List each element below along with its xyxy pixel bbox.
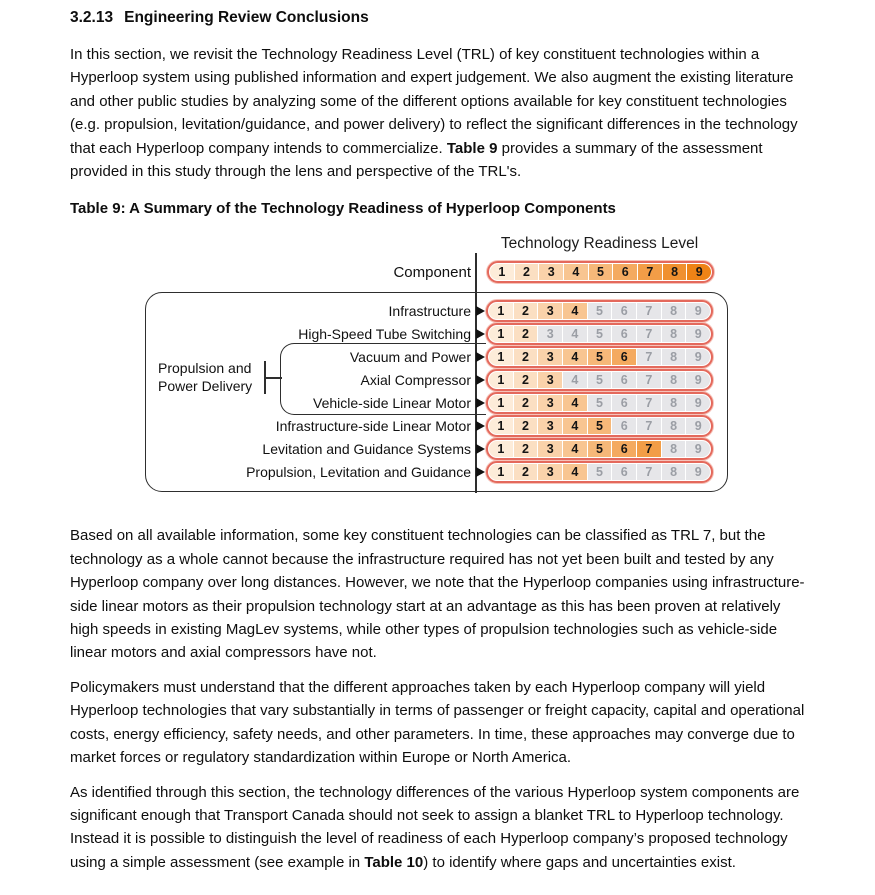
trl-cell-6-inactive: 6 — [612, 372, 636, 388]
trl-cell-2-active: 2 — [514, 326, 538, 342]
table-caption: Table 9: A Summary of the Technology Readiness of Hyperloop Components — [70, 200, 616, 218]
trl-cell-6-inactive: 6 — [612, 418, 636, 434]
trl-cell-3-active: 3 — [539, 264, 563, 280]
trl-cell-7-inactive: 7 — [637, 326, 661, 342]
component-pill-slot — [486, 261, 714, 283]
section-heading — [70, 9, 805, 27]
trl-row — [70, 461, 805, 483]
trl-scale — [489, 372, 710, 388]
trl-pill — [487, 261, 714, 283]
trl-cell-3-active: 3 — [538, 441, 562, 457]
trl-cell-5-active: 5 — [588, 441, 612, 457]
trl-cell-5-active: 5 — [589, 264, 613, 280]
trl-cell-4-active: 4 — [563, 395, 587, 411]
row-label: Vacuum and Power — [349, 349, 471, 366]
trl-scale — [489, 303, 710, 319]
trl-scale — [490, 264, 711, 280]
trl-cell-5-inactive: 5 — [588, 303, 612, 319]
trl-cell-9-active: 9 — [687, 264, 711, 280]
arrow-right-icon — [476, 306, 485, 316]
trl-cell-1-active: 1 — [489, 372, 513, 388]
paragraph-text: Policymakers must understand that the different approaches taken by each Hyperloop company will yield Hyperloop technologies that vary substantially in terms of passenger or freight capacity, capital and operational costs, energy efficiency, safety needs, and other parameters. In time, these approaches may converge due to market forces or regulatory standardization within Europe or North America. — [70, 678, 805, 767]
trl-cell-1-active: 1 — [489, 441, 513, 457]
trl-row — [70, 369, 805, 391]
trl-pill — [486, 369, 713, 391]
trl-cell-6-inactive: 6 — [612, 326, 636, 342]
trl-cell-4-active: 4 — [563, 349, 587, 365]
trl-cell-1-active: 1 — [489, 303, 513, 319]
trl-cell-4-active: 4 — [563, 303, 587, 319]
trl-cell-5-active: 5 — [588, 418, 612, 434]
trl-cell-9-inactive: 9 — [686, 349, 710, 365]
trl-cell-9-inactive: 9 — [686, 441, 710, 457]
trl-cell-6-inactive: 6 — [612, 303, 636, 319]
trl-cell-2-active: 2 — [514, 464, 538, 480]
trl-scale — [489, 326, 710, 342]
trl-cell-9-inactive: 9 — [686, 372, 710, 388]
row-label: Vehicle-side Linear Motor — [313, 395, 471, 412]
trl-cell-1-active: 1 — [489, 464, 513, 480]
trl-cell-1-active: 1 — [489, 395, 513, 411]
trl-cell-7-active: 7 — [637, 441, 661, 457]
trl-cell-2-active: 2 — [514, 441, 538, 457]
trl-cell-8-inactive: 8 — [662, 349, 686, 365]
trl-cell-3-inactive: 3 — [538, 326, 562, 342]
paragraph-conclusion — [70, 781, 805, 875]
trl-cell-7-active: 7 — [638, 264, 662, 280]
trl-cell-4-inactive: 4 — [563, 326, 587, 342]
trl-cell-8-inactive: 8 — [662, 326, 686, 342]
trl-cell-2-active: 2 — [514, 418, 538, 434]
trl-cell-9-inactive: 9 — [686, 418, 710, 434]
trl-cell-2-active: 2 — [514, 395, 538, 411]
trl-cell-3-active: 3 — [538, 464, 562, 480]
arrow-right-icon — [476, 375, 485, 385]
propulsion-group-label: Propulsion and Power Delivery — [158, 360, 253, 395]
trl-cell-4-active: 4 — [563, 418, 587, 434]
trl-cell-2-active: 2 — [515, 264, 539, 280]
trl-pill — [486, 415, 713, 437]
trl-cell-3-active: 3 — [538, 395, 562, 411]
trl-pill — [486, 438, 713, 460]
arrow-right-icon — [476, 421, 485, 431]
trl-cell-4-inactive: 4 — [563, 372, 587, 388]
trl-cell-7-inactive: 7 — [637, 418, 661, 434]
paragraph-assessment — [70, 524, 805, 664]
trl-cell-2-active: 2 — [514, 303, 538, 319]
trl-cell-1-active: 1 — [489, 418, 513, 434]
trl-cell-5-active: 5 — [588, 349, 612, 365]
trl-cell-2-active: 2 — [514, 349, 538, 365]
trl-cell-7-inactive: 7 — [637, 303, 661, 319]
paragraph-text: Based on all available information, some key constituent technologies can be classified as TRL 7, but the technology as a whole cannot because the infrastructure required has not yet been built and tested by any Hyperloop company over long distances. However, we note that the Hyperloop companies using infrastructure-side linear motors as their propulsion technology start at an advantage as this has been proven at relatively high speeds in existing MagLev systems, while other types of propulsion technologies such as vehicle-side linear motors and axial compressors have not. — [70, 527, 805, 662]
trl-rows — [70, 300, 805, 484]
trl-cell-2-active: 2 — [514, 372, 538, 388]
row-label: Infrastructure — [388, 303, 471, 320]
trl-row — [70, 300, 805, 322]
trl-cell-1-active: 1 — [490, 264, 514, 280]
arrow-right-icon — [476, 467, 485, 477]
trl-cell-3-active: 3 — [538, 303, 562, 319]
paragraph-intro — [70, 43, 805, 183]
table10-reference: Table 10 — [364, 853, 424, 871]
trl-cell-5-inactive: 5 — [588, 372, 612, 388]
table9-reference: Table 9 — [446, 139, 498, 157]
trl-cell-8-inactive: 8 — [662, 418, 686, 434]
trl-row — [70, 415, 805, 437]
arrow-right-icon — [476, 329, 485, 339]
trl-cell-5-inactive: 5 — [588, 395, 612, 411]
trl-cell-3-active: 3 — [538, 418, 562, 434]
arrow-right-icon — [476, 444, 485, 454]
diagram-title: Technology Readiness Level — [500, 235, 699, 253]
trl-cell-9-inactive: 9 — [686, 464, 710, 480]
section-number: 3.2.13 — [70, 9, 114, 26]
component-header-label: Component — [393, 264, 471, 282]
row-label: Infrastructure-side Linear Motor — [275, 418, 471, 435]
trl-cell-1-active: 1 — [489, 349, 513, 365]
trl-diagram — [70, 232, 805, 504]
trl-scale — [489, 395, 710, 411]
trl-cell-9-inactive: 9 — [686, 395, 710, 411]
row-label: Propulsion, Levitation and Guidance — [246, 464, 471, 481]
trl-cell-8-inactive: 8 — [662, 303, 686, 319]
trl-cell-8-active: 8 — [663, 264, 687, 280]
trl-cell-3-active: 3 — [538, 349, 562, 365]
trl-cell-7-inactive: 7 — [637, 464, 661, 480]
trl-cell-1-active: 1 — [489, 326, 513, 342]
trl-scale — [489, 418, 710, 434]
arrow-right-icon — [476, 352, 485, 362]
trl-cell-8-inactive: 8 — [662, 372, 686, 388]
trl-pill — [486, 323, 713, 345]
trl-scale — [489, 464, 710, 480]
trl-cell-6-active: 6 — [612, 441, 636, 457]
trl-scale — [489, 441, 710, 457]
trl-cell-6-active: 6 — [612, 349, 636, 365]
trl-cell-7-inactive: 7 — [637, 372, 661, 388]
paragraph-text: provides a summary of the assessment provided in this study through the lens and perspective of the TRL's. — [70, 139, 763, 181]
trl-cell-6-active: 6 — [613, 264, 637, 280]
paragraph-text: In this section, we revisit the Technology Readiness Level (TRL) of key constituent technologies within a Hyperloop system using published information and expert judgement. We also augment the existing literature and other public studies by analyzing some of the different options available for key constituent technologies (e.g. propulsion, levitation/guidance, and power delivery) to reflect the significant differences in the technology that each Hyperloop company intends to commercialize. — [70, 46, 798, 157]
trl-cell-6-inactive: 6 — [612, 464, 636, 480]
trl-cell-4-active: 4 — [563, 464, 587, 480]
trl-pill — [486, 461, 713, 483]
trl-cell-8-inactive: 8 — [662, 395, 686, 411]
trl-cell-7-inactive: 7 — [637, 349, 661, 365]
trl-cell-8-inactive: 8 — [662, 441, 686, 457]
trl-pill — [486, 300, 713, 322]
trl-cell-6-inactive: 6 — [612, 395, 636, 411]
trl-cell-4-active: 4 — [564, 264, 588, 280]
trl-pill — [486, 346, 713, 368]
arrow-right-icon — [476, 398, 485, 408]
trl-scale — [489, 349, 710, 365]
trl-cell-5-inactive: 5 — [588, 326, 612, 342]
trl-cell-9-inactive: 9 — [686, 303, 710, 319]
trl-cell-4-active: 4 — [563, 441, 587, 457]
paragraph-text: As identified through this section, the technology differences of the various Hyperloop system components are significant enough that Transport Canada should not seek to assign a blanket TRL to Hyperloop technology. Instead it is possible to distinguish the level of readiness of each Hyperloop company’s proposed technology using a simple assessment (see example in — [70, 783, 800, 871]
paragraph-text: ) to identify where gaps and uncertainties exist. — [423, 853, 736, 871]
row-label: High-Speed Tube Switching — [298, 326, 471, 343]
trl-cell-9-inactive: 9 — [686, 326, 710, 342]
trl-cell-3-active: 3 — [538, 372, 562, 388]
row-label: Axial Compressor — [360, 372, 471, 389]
paragraph-policymakers — [70, 676, 805, 770]
trl-cell-7-inactive: 7 — [637, 395, 661, 411]
trl-pill — [486, 392, 713, 414]
section-title: Engineering Review Conclusions — [124, 9, 369, 26]
row-label: Levitation and Guidance Systems — [262, 441, 471, 458]
trl-row — [70, 438, 805, 460]
trl-row — [70, 323, 805, 345]
trl-row — [70, 392, 805, 414]
trl-cell-8-inactive: 8 — [662, 464, 686, 480]
trl-row — [70, 346, 805, 368]
trl-cell-5-inactive: 5 — [588, 464, 612, 480]
